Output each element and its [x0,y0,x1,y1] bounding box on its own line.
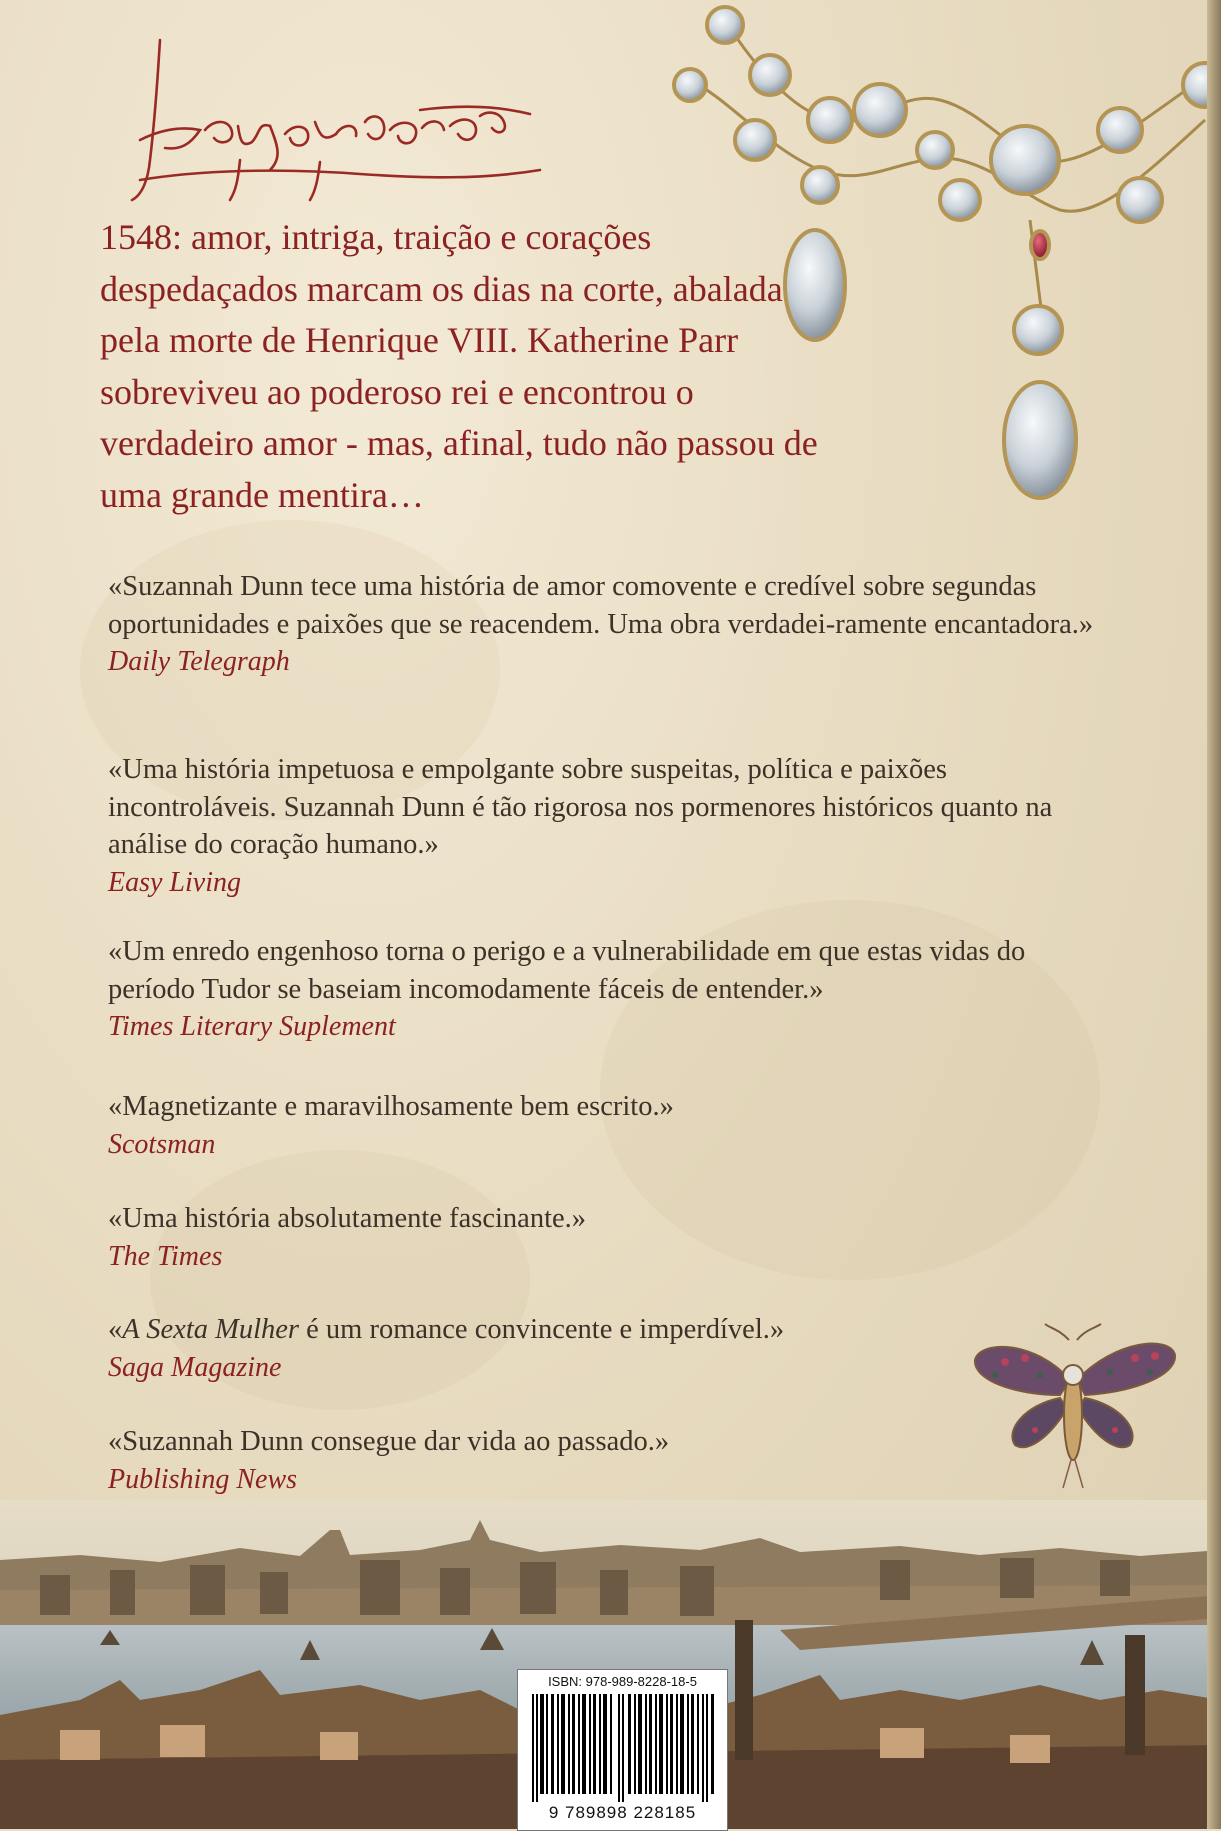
review-source: Easy Living [108,866,241,898]
review-item [108,751,1118,901]
review-source: Times Literary Suplement [108,1011,396,1042]
butterfly-brooch-image [965,1320,1180,1490]
isbn-label: ISBN: 978-989-8228-18-5 [548,1674,697,1689]
book-title: A Sexta Mulher [122,1314,300,1345]
quote-rest: é um romance convincente e imperdível.» [299,1314,785,1345]
review-item [108,1200,1118,1275]
review-source: Daily Telegraph [108,646,290,677]
barcode-image [530,1694,716,1802]
review-quote: «Magnetizante e maravilhosamente bem escrito.» [108,1091,674,1122]
review-source: Saga Magazine [108,1351,282,1383]
review-quote: «Uma história absolutamente fascinante.» [108,1203,587,1234]
barcode-panel [517,1669,728,1831]
review-quote: «Uma história impetuosa e empolgante sobre suspeitas, política e paixões incontroláveis. Suzannah Dunn é tão rigorosa nos pormenores históricos quanto na análise do coração humano.» [108,754,1053,860]
review-source: Publishing News [108,1463,298,1495]
review-item [108,933,1118,1045]
review-quote: «Suzannah Dunn tece uma história de amor comovente e credível sobre segundas oportunidades e paixões que se reacendem. Uma obra verdadei-ramente encantadora.» [108,571,1094,640]
intro-text: 1548: amor, intriga, traição e corações despedaçados marcam os dias na corte, abalada pela morte de Henrique VIII. Katherine Parr sobreviveu ao poderoso rei e encontrou o verdadeiro amor - mas, afinal, tudo não passou de uma grande mentira… [100,217,818,515]
quote-open: « [108,1314,123,1345]
review-source: Scotsman [108,1128,216,1160]
review-item [108,568,1118,680]
barcode-number: 9 789898 228185 [548,1803,697,1822]
review-quote: «Suzannah Dunn consegue dar vida ao passado.» [108,1426,670,1457]
review-item [108,1088,1118,1163]
page-edge [1207,0,1221,1829]
review-source: The Times [108,1240,223,1272]
royal-signature [120,30,560,210]
review-quote: «Um enredo engenhoso torna o perigo e a vulnerabilidade em que estas vidas do período Tudor se baseiam incomodamente fáceis de entender.» [108,936,1026,1005]
